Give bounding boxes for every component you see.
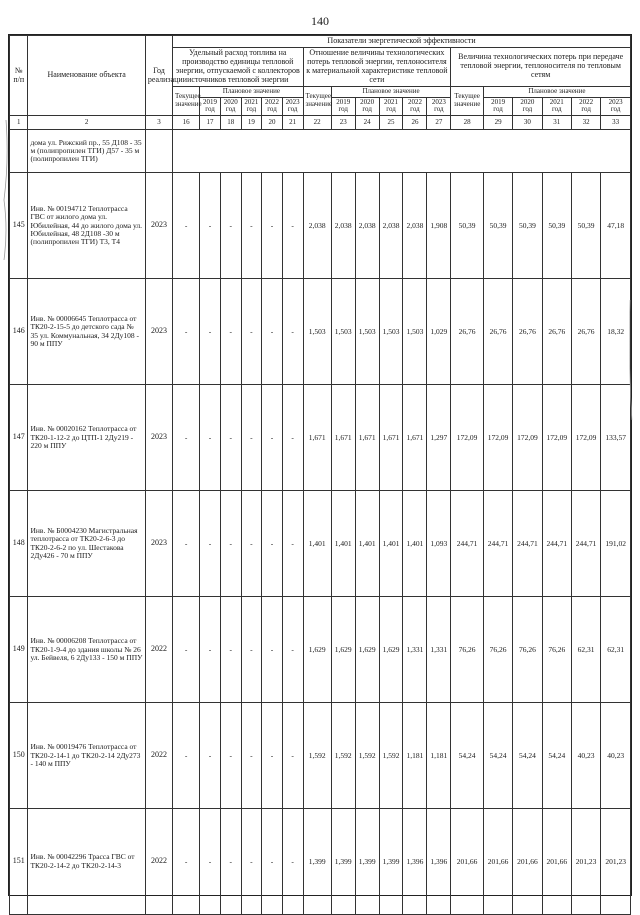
cell-fuel-value: -: [220, 173, 241, 279]
header-fuel-current: Текущее значение: [173, 86, 200, 115]
column-number: 3: [145, 116, 172, 130]
column-number: 32: [571, 116, 600, 130]
cell-loss-value: 244,71: [451, 491, 484, 597]
cell-fuel-value: -: [220, 279, 241, 385]
column-number: 22: [303, 116, 331, 130]
cell-loss-value: 26,76: [483, 279, 512, 385]
cell-ratio-value: 1,629: [355, 597, 379, 703]
cell-ratio-value: 1,401: [303, 491, 331, 597]
cell-fuel-value: -: [220, 385, 241, 491]
cell-fuel-value: -: [173, 173, 200, 279]
cell-loss-value: 76,26: [451, 597, 484, 703]
column-number: 23: [331, 116, 355, 130]
header-name: Наименование объекта: [28, 36, 145, 116]
cell-year: 2022: [145, 597, 172, 703]
cell-fuel-value: -: [220, 597, 241, 703]
cell-ratio-value: 1,671: [379, 385, 403, 491]
cell-loss-value: 54,24: [451, 703, 484, 809]
table-row: [10, 491, 631, 597]
header-year-cell: 2022 год: [262, 97, 283, 116]
table-body: [10, 116, 631, 915]
cell-ratio-value: 1,401: [379, 491, 403, 597]
cell-ratio-value: 1,592: [355, 703, 379, 809]
cell-object-name: Инв. № 00042296 Трасса ГВС от ТК20-2-14-2 до ТК20-2-14-3: [28, 809, 145, 915]
cell-fuel-value: -: [262, 703, 283, 809]
cell-loss-value: 26,76: [513, 279, 542, 385]
header-year-cell: 2023 год: [282, 97, 303, 116]
cell-loss-value: 133,57: [601, 385, 631, 491]
cell-fuel-value: -: [241, 597, 262, 703]
cell-loss-value: 76,26: [483, 597, 512, 703]
header-ratio-group: Отношение величины технологических потерь тепловой энергии, теплоносителя к материальной характеристике тепловой сети: [303, 47, 451, 86]
cell-loss-value: 54,24: [513, 703, 542, 809]
cell-fuel-value: -: [241, 809, 262, 915]
table-row: [10, 809, 631, 915]
column-number: 26: [403, 116, 427, 130]
header-year-cell: 2022 год: [571, 97, 600, 116]
table-row-continued: [10, 130, 631, 173]
cell-fuel-value: -: [282, 173, 303, 279]
cell-loss-value: 26,76: [542, 279, 571, 385]
cell-no: 149: [10, 597, 28, 703]
cell-ratio-value: 1,629: [379, 597, 403, 703]
column-number: 31: [542, 116, 571, 130]
cell-loss-value: 76,26: [513, 597, 542, 703]
header-loss-current: Текущее значение: [451, 86, 484, 115]
cell-no: 145: [10, 173, 28, 279]
cell-ratio-value: 1,396: [427, 809, 451, 915]
cell-ratio-value: 1,629: [303, 597, 331, 703]
cell-fuel-value: -: [241, 703, 262, 809]
table-row: [10, 279, 631, 385]
cell-fuel-value: -: [282, 385, 303, 491]
cell-ratio-value: 2,038: [403, 173, 427, 279]
cell-ratio-value: 1,503: [403, 279, 427, 385]
header-year-cell: 2020 год: [355, 97, 379, 116]
column-number: 19: [241, 116, 262, 130]
column-number: 17: [200, 116, 221, 130]
header-fuel-plan: Плановое значение: [200, 86, 303, 97]
cell-fuel-value: -: [220, 809, 241, 915]
cell-no: 146: [10, 279, 28, 385]
column-number: 21: [282, 116, 303, 130]
cell-no: [10, 130, 28, 173]
page-number: 140: [311, 14, 329, 28]
cell-object-name: Инв. № 00006208 Теплотрасса от ТК20-1-9-4 до здания школы № 26 ул. Бейвеля, 6 2Ду133 - 150 м ППУ: [28, 597, 145, 703]
cell-loss-value: 201,66: [483, 809, 512, 915]
cell-loss-value: 201,66: [451, 809, 484, 915]
cell-fuel-value: -: [173, 279, 200, 385]
cell-loss-value: 50,39: [571, 173, 600, 279]
table-row: [10, 703, 631, 809]
cell-loss-value: 40,23: [601, 703, 631, 809]
cell-ratio-value: 1,399: [379, 809, 403, 915]
cell-loss-value: 62,31: [601, 597, 631, 703]
cell-loss-value: 172,09: [451, 385, 484, 491]
cell-fuel-value: -: [200, 703, 221, 809]
cell-fuel-value: -: [262, 385, 283, 491]
cell-fuel-value: -: [200, 385, 221, 491]
cell-loss-value: 54,24: [483, 703, 512, 809]
cell-fuel-value: -: [200, 173, 221, 279]
cell-loss-value: 172,09: [542, 385, 571, 491]
header-year-cell: 2023 год: [427, 97, 451, 116]
cell-ratio-value: 1,592: [331, 703, 355, 809]
header-fuel-group: Удельный расход топлива на производство единицы тепловой энергии, отпускаемой с коллекторов источников тепловой энергии: [173, 47, 303, 86]
efficiency-table: [9, 35, 631, 915]
header-year: Год реализации: [145, 36, 172, 116]
cell-ratio-value: 1,399: [303, 809, 331, 915]
header-no: № п/п: [10, 36, 28, 116]
cell-loss-value: 18,32: [601, 279, 631, 385]
cell-ratio-value: 1,671: [355, 385, 379, 491]
header-ratio-plan: Плановое значение: [331, 86, 451, 97]
cell-fuel-value: -: [282, 703, 303, 809]
cell-ratio-value: 1,401: [403, 491, 427, 597]
efficiency-table-sheet: [8, 34, 632, 896]
column-number: 20: [262, 116, 283, 130]
column-number: 24: [355, 116, 379, 130]
cell-ratio-value: 1,297: [427, 385, 451, 491]
cell-ratio-value: 1,093: [427, 491, 451, 597]
cell-ratio-value: 1,401: [331, 491, 355, 597]
cell-loss-value: 76,26: [542, 597, 571, 703]
cell-fuel-value: -: [173, 703, 200, 809]
cell-ratio-value: 1,671: [403, 385, 427, 491]
cell-loss-value: 50,39: [513, 173, 542, 279]
cell-ratio-value: 1,401: [355, 491, 379, 597]
header-ratio-current: Текущее значение: [303, 86, 331, 115]
cell-loss-value: 26,76: [571, 279, 600, 385]
cell-loss-value: 172,09: [483, 385, 512, 491]
cell-fuel-value: -: [241, 385, 262, 491]
cell-loss-value: 244,71: [571, 491, 600, 597]
header-year-cell: 2019 год: [200, 97, 221, 116]
cell-no: 150: [10, 703, 28, 809]
header-year-cell: 2020 год: [513, 97, 542, 116]
cell-year: 2022: [145, 703, 172, 809]
cell-no: 147: [10, 385, 28, 491]
cell-ratio-value: 1,399: [331, 809, 355, 915]
cell-ratio-value: 1,503: [303, 279, 331, 385]
cell-year: 2023: [145, 491, 172, 597]
cell-no: 151: [10, 809, 28, 915]
cell-ratio-value: 1,592: [303, 703, 331, 809]
cell-fuel-value: -: [241, 491, 262, 597]
cell-object-name: Инв. № 00006645 Теплотрасса от ТК20-2-15-5 до детского сада № 35 ул. Коммунальная, 34 2Ду108 - 90 м ППУ: [28, 279, 145, 385]
cell-fuel-value: -: [200, 491, 221, 597]
cell-fuel-value: -: [173, 597, 200, 703]
cell-loss-value: 50,39: [542, 173, 571, 279]
cell-object-name: Инв. № 00019476 Теплотрасса от ТК20-2-14-1 до ТК20-2-14 2Ду273 - 140 м ППУ: [28, 703, 145, 809]
column-number: 18: [220, 116, 241, 130]
cell-ratio-value: 1,331: [403, 597, 427, 703]
header-loss-plan: Плановое значение: [483, 86, 630, 97]
cell-object-name: Инв. № Б0004230 Магистральная теплотрасса от ТК20-2-6-3 до ТК20-2-6-2 по ул. Шестакова 2Ду426 - 70 м ППУ: [28, 491, 145, 597]
header-year-cell: 2022 год: [403, 97, 427, 116]
cell-object-name: Инв. № 00194712 Теплотрасса ГВС от жилого дома ул. Юбилейная, 44 до жилого дома ул. Юбилейная, 48 2Д108 -30 м (полипропилен ТГИ) Т3, Т4: [28, 173, 145, 279]
cell-loss-value: 54,24: [542, 703, 571, 809]
cell-fuel-value: -: [262, 809, 283, 915]
cell-fuel-value: -: [282, 597, 303, 703]
cell-ratio-value: 1,503: [379, 279, 403, 385]
cell-year: 2023: [145, 173, 172, 279]
cell-fuel-value: -: [282, 491, 303, 597]
cell-fuel-value: -: [220, 491, 241, 597]
cell-ratio-value: 2,038: [355, 173, 379, 279]
table-row: [10, 385, 631, 491]
cell-fuel-value: -: [282, 279, 303, 385]
cell-ratio-value: 1,671: [303, 385, 331, 491]
cell-ratio-value: 1,592: [379, 703, 403, 809]
header-loss-group: Величина технологических потерь при передаче тепловой энергии, теплоносителя по тепловым сетям: [451, 47, 631, 86]
column-number: 30: [513, 116, 542, 130]
cell-fuel-value: -: [282, 809, 303, 915]
cell-ratio-value: 2,038: [331, 173, 355, 279]
cell-loss-value: 50,39: [451, 173, 484, 279]
cell-ratio-value: 2,038: [379, 173, 403, 279]
column-number: 1: [10, 116, 28, 130]
header-year-cell: 2020 год: [220, 97, 241, 116]
cell-loss-value: 172,09: [571, 385, 600, 491]
header-year-cell: 2021 год: [241, 97, 262, 116]
cell-ratio-value: 1,503: [355, 279, 379, 385]
cell-fuel-value: -: [200, 597, 221, 703]
cell-loss-value: 40,23: [571, 703, 600, 809]
cell-fuel-value: -: [220, 703, 241, 809]
header-year-cell: 2021 год: [379, 97, 403, 116]
cell-fuel-value: -: [173, 491, 200, 597]
cell-year: 2022: [145, 809, 172, 915]
cell-year: 2023: [145, 385, 172, 491]
column-number: 27: [427, 116, 451, 130]
cell-loss-value: 244,71: [513, 491, 542, 597]
cell-fuel-value: -: [262, 279, 283, 385]
cell-fuel-value: -: [200, 809, 221, 915]
cell-ratio-value: 1,029: [427, 279, 451, 385]
cell-ratio-value: 1,629: [331, 597, 355, 703]
cell-loss-value: 47,18: [601, 173, 631, 279]
table-row: [10, 173, 631, 279]
cell-loss-value: 201,66: [513, 809, 542, 915]
header-year-cell: 2021 год: [542, 97, 571, 116]
cell-ratio-value: 2,038: [303, 173, 331, 279]
cell-loss-value: 201,23: [601, 809, 631, 915]
cell-loss-value: 172,09: [513, 385, 542, 491]
column-number-row: [10, 116, 631, 130]
column-number: 16: [173, 116, 200, 130]
table-row: [10, 597, 631, 703]
cell-fuel-value: -: [262, 597, 283, 703]
cell-loss-value: 201,23: [571, 809, 600, 915]
cell-ratio-value: 1,396: [403, 809, 427, 915]
cell-ratio-value: 1,181: [427, 703, 451, 809]
column-number: 2: [28, 116, 145, 130]
cell-object-name: дома ул. Рижский пр., 55 Д108 - 35 м (полипропилен ТГИ) Д57 - 35 м (полипропилен ТГИ): [28, 130, 145, 173]
cell-loss-value: 50,39: [483, 173, 512, 279]
scan-artifact-line: [4, 120, 7, 260]
cell-no: 148: [10, 491, 28, 597]
cell-fuel-value: -: [200, 279, 221, 385]
cell-loss-value: 244,71: [483, 491, 512, 597]
cell-loss-value: 26,76: [451, 279, 484, 385]
column-number: 33: [601, 116, 631, 130]
cell-ratio-value: 1,181: [403, 703, 427, 809]
cell-ratio-value: 1,399: [355, 809, 379, 915]
cell-fuel-value: -: [262, 173, 283, 279]
cell-loss-value: 201,66: [542, 809, 571, 915]
header-efficiency-group: Показатели энергетической эффективности: [173, 36, 631, 48]
cell-loss-value: 191,02: [601, 491, 631, 597]
cell-loss-value: 244,71: [542, 491, 571, 597]
cell-ratio-value: 1,908: [427, 173, 451, 279]
cell-ratio-value: 1,331: [427, 597, 451, 703]
cell-fuel-value: -: [173, 385, 200, 491]
cell-object-name: Инв. № 00020162 Теплотрасса от ТК20-1-12-2 до ЦТП-1 2Ду219 - 220 м ППУ: [28, 385, 145, 491]
column-number: 28: [451, 116, 484, 130]
cell-ratio-value: 1,503: [331, 279, 355, 385]
header-year-cell: 2019 год: [331, 97, 355, 116]
cell-fuel-value: -: [241, 173, 262, 279]
cell-fuel-value: -: [262, 491, 283, 597]
column-number: 29: [483, 116, 512, 130]
cell-fuel-value: -: [241, 279, 262, 385]
cell-year: 2023: [145, 279, 172, 385]
cell-ratio-value: 1,671: [331, 385, 355, 491]
column-number: 25: [379, 116, 403, 130]
header-year-cell: 2019 год: [483, 97, 512, 116]
cell-loss-value: 62,31: [571, 597, 600, 703]
header-year-cell: 2023 год: [601, 97, 631, 116]
cell-fuel-value: -: [173, 809, 200, 915]
